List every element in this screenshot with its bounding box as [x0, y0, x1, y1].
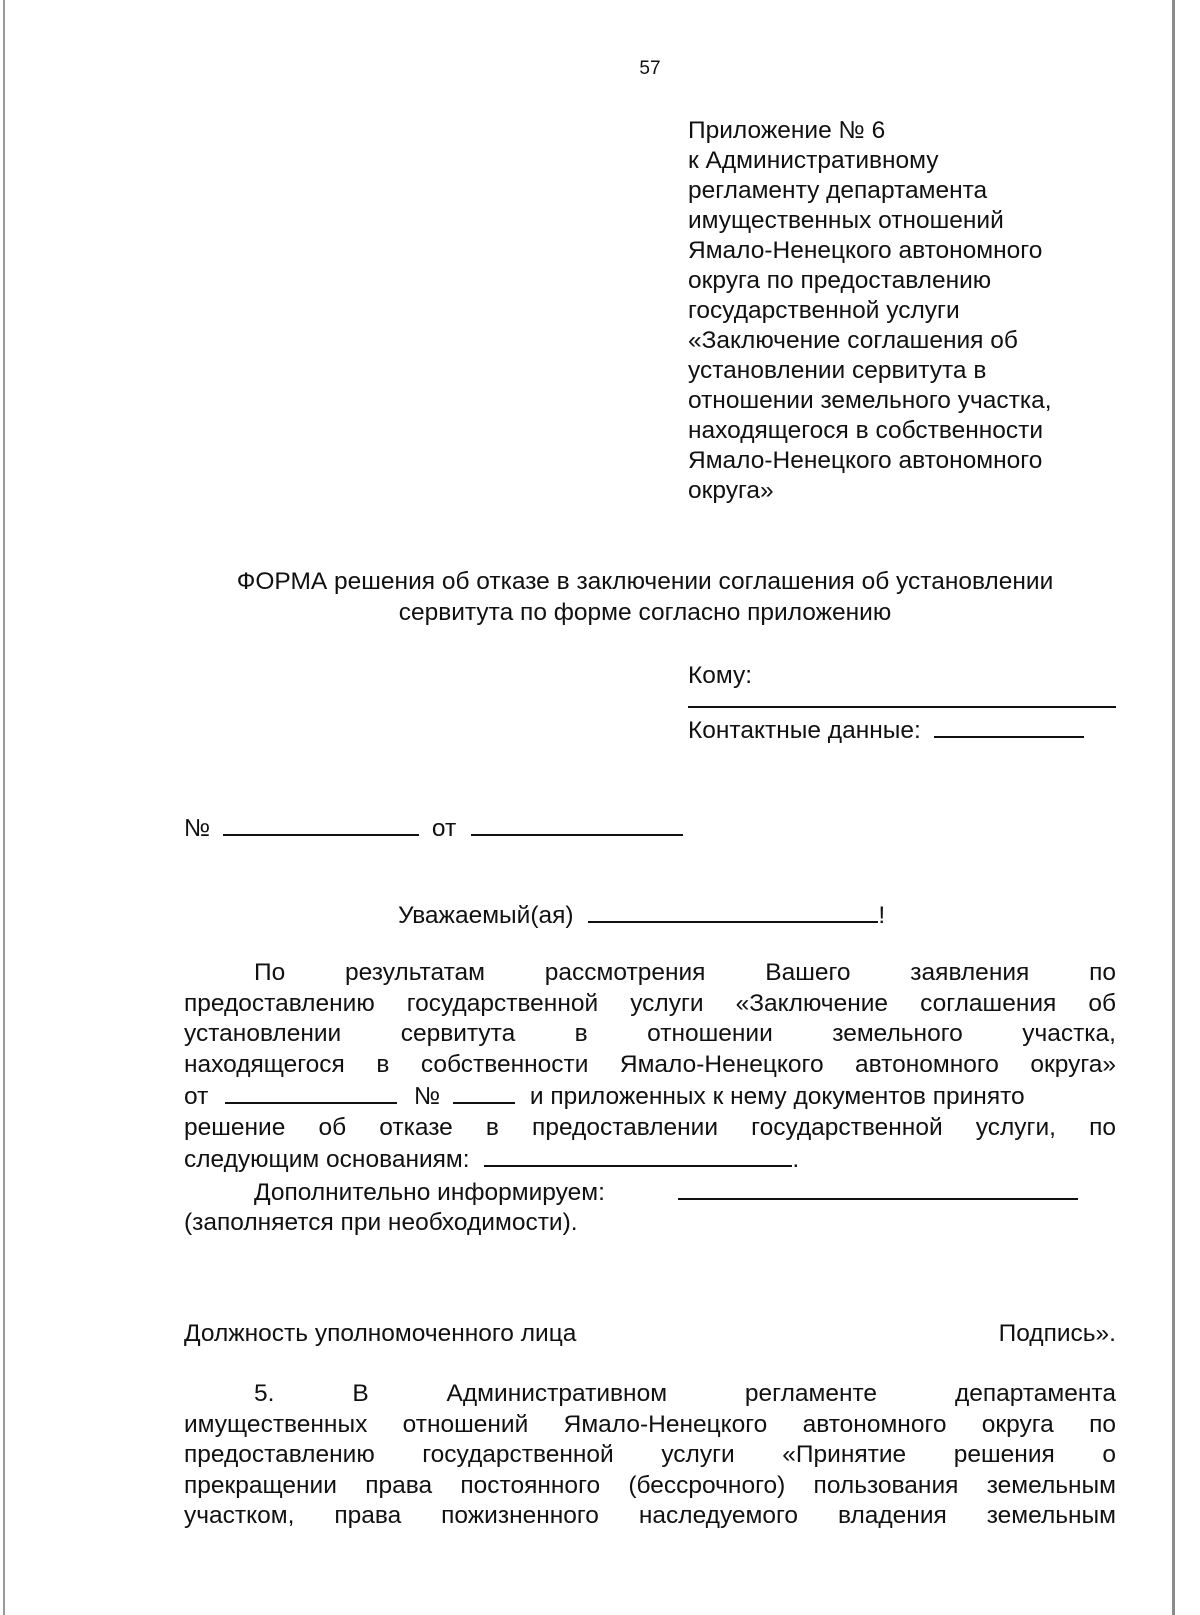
greeting-label: Уважаемый(ая): [398, 902, 574, 929]
grounds-line: [184, 1143, 1116, 1176]
page-edge-left: [3, 0, 5, 1615]
date-label: от: [431, 815, 457, 842]
body-line: По результатам рассмотрения Вашего заявления по: [254, 959, 1116, 986]
registration-line: [184, 812, 683, 843]
annex-line: Ямало-Ненецкого автономного: [688, 237, 1043, 264]
decision-body: [184, 958, 1116, 1239]
signature-label: Подпись».: [998, 1320, 1116, 1347]
paragraph-line: 5. В Административном регламенте департамента: [254, 1380, 1116, 1407]
paragraph-5: [184, 1379, 1116, 1532]
greeting-end: !: [878, 902, 886, 929]
annex-line: к Административному: [688, 147, 939, 174]
greeting-name-blank: [588, 899, 878, 923]
annex-line: Приложение № 6: [688, 117, 886, 144]
body-line: находящегося в собственности Ямало-Ненецкого автономного округа»: [184, 1050, 1116, 1078]
body-number-label: №: [413, 1083, 441, 1110]
recipient-contacts: [688, 714, 1118, 745]
additional-info-blank: [678, 1176, 1078, 1200]
annex-line: округа»: [688, 477, 774, 504]
application-date-blank: [225, 1080, 397, 1104]
annex-line: округа по предоставлению: [688, 267, 992, 294]
body-line: установлении сервитута в отношении земельного участка,: [184, 1020, 1116, 1047]
body-line: решение об отказе в предоставлении государственной услуги, по: [184, 1113, 1116, 1141]
annex-line: Ямало-Ненецкого автономного: [688, 447, 1043, 474]
grounds-end: .: [792, 1146, 800, 1173]
annex-line: находящегося в собственности: [688, 417, 1044, 444]
annex-line: «Заключение соглашения об: [688, 327, 1018, 354]
paragraph-line: имущественных отношений Ямало-Ненецкого автономного округа по: [184, 1410, 1116, 1438]
annex-line: регламенту департамента: [688, 177, 988, 204]
application-number-blank: [453, 1080, 515, 1104]
form-title-line: сервитута по форме согласно приложению: [398, 599, 892, 626]
annex-line: установлении сервитута в: [688, 357, 987, 384]
body-line: (заполняется при необходимости).: [184, 1209, 578, 1236]
date-blank: [471, 812, 683, 836]
additional-info-label: Дополнительно информируем:: [254, 1178, 605, 1206]
annex-line: государственной услуги: [688, 297, 960, 324]
grounds-label: следующим основаниям:: [184, 1146, 470, 1173]
greeting-line: [398, 899, 885, 930]
body-line: предоставлению государственной услуги «Заключение соглашения об: [184, 989, 1116, 1017]
additional-info-line: [184, 1176, 1116, 1209]
annex-header: [688, 116, 1108, 506]
body-from-label: от: [184, 1083, 209, 1110]
paragraph-line: участком, права пожизненного наследуемого владения земельным: [184, 1502, 1116, 1529]
number-label: №: [184, 815, 211, 842]
body-line-blanks: [184, 1080, 1116, 1113]
recipient-to-label: Кому:: [688, 662, 753, 689]
contacts-blank: [934, 714, 1084, 738]
recipient-name-blank: [688, 706, 1116, 708]
form-title-line: ФОРМА решения об отказе в заключении соглашения об установлении: [236, 568, 1054, 595]
page-edge-right: [1172, 0, 1175, 1615]
paragraph-line: прекращении права постоянного (бессрочного) пользования земельным: [184, 1471, 1116, 1499]
official-position-label: Должность уполномоченного лица: [184, 1320, 577, 1347]
recipient-block: [688, 662, 1118, 745]
body-line-rest: и приложенных к нему документов принято: [529, 1083, 1025, 1110]
number-blank: [223, 812, 419, 836]
form-title: [180, 566, 1110, 628]
paragraph-line: предоставлению государственной услуги «Принятие решения о: [184, 1441, 1116, 1468]
page-number: 57: [639, 58, 661, 79]
annex-line: имущественных отношений: [688, 207, 1004, 234]
annex-line: отношении земельного участка,: [688, 387, 1052, 414]
contacts-label: Контактные данные:: [688, 717, 921, 744]
grounds-blank: [484, 1143, 792, 1167]
